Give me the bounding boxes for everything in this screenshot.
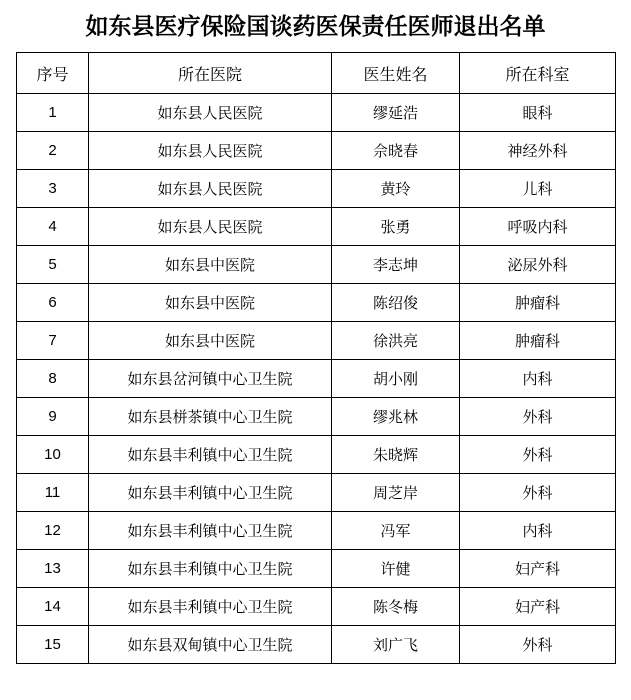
cell-department: 泌尿外科 [460, 246, 616, 284]
cell-index: 14 [17, 588, 89, 626]
cell-department: 内科 [460, 360, 616, 398]
column-header-doctor-name: 医生姓名 [332, 53, 460, 94]
cell-doctor-name: 陈冬梅 [332, 588, 460, 626]
table-header [17, 53, 616, 94]
cell-department: 儿科 [460, 170, 616, 208]
table-header-row [17, 53, 616, 94]
table-row [17, 132, 616, 170]
cell-department: 妇产科 [460, 550, 616, 588]
cell-department: 外科 [460, 398, 616, 436]
table-row [17, 246, 616, 284]
cell-index: 9 [17, 398, 89, 436]
table-row [17, 284, 616, 322]
table-row [17, 398, 616, 436]
cell-hospital: 如东县中医院 [89, 322, 332, 360]
cell-doctor-name: 许健 [332, 550, 460, 588]
table-row [17, 436, 616, 474]
cell-doctor-name: 徐洪亮 [332, 322, 460, 360]
cell-doctor-name: 李志坤 [332, 246, 460, 284]
cell-index: 7 [17, 322, 89, 360]
cell-department: 神经外科 [460, 132, 616, 170]
cell-doctor-name: 缪延浩 [332, 94, 460, 132]
cell-doctor-name: 刘广飞 [332, 626, 460, 664]
cell-doctor-name: 陈绍俊 [332, 284, 460, 322]
cell-hospital: 如东县中医院 [89, 246, 332, 284]
table-row [17, 170, 616, 208]
cell-index: 5 [17, 246, 89, 284]
cell-doctor-name: 朱晓辉 [332, 436, 460, 474]
cell-hospital: 如东县人民医院 [89, 132, 332, 170]
cell-index: 12 [17, 512, 89, 550]
cell-index: 13 [17, 550, 89, 588]
cell-index: 10 [17, 436, 89, 474]
page-title: 如东县医疗保险国谈药医保责任医师退出名单 [85, 14, 546, 39]
column-header-hospital: 所在医院 [89, 53, 332, 94]
table-container [0, 52, 631, 664]
cell-index: 3 [17, 170, 89, 208]
table-row [17, 626, 616, 664]
cell-index: 2 [17, 132, 89, 170]
cell-index: 15 [17, 626, 89, 664]
cell-department: 肿瘤科 [460, 284, 616, 322]
cell-doctor-name: 佘晓春 [332, 132, 460, 170]
cell-hospital: 如东县丰利镇中心卫生院 [89, 474, 332, 512]
cell-doctor-name: 张勇 [332, 208, 460, 246]
cell-department: 外科 [460, 626, 616, 664]
cell-doctor-name: 黄玲 [332, 170, 460, 208]
cell-doctor-name: 周芝岸 [332, 474, 460, 512]
cell-hospital: 如东县丰利镇中心卫生院 [89, 436, 332, 474]
cell-hospital: 如东县人民医院 [89, 208, 332, 246]
cell-doctor-name: 冯军 [332, 512, 460, 550]
cell-department: 呼吸内科 [460, 208, 616, 246]
cell-hospital: 如东县丰利镇中心卫生院 [89, 512, 332, 550]
table-row [17, 360, 616, 398]
table-row [17, 550, 616, 588]
cell-hospital: 如东县人民医院 [89, 170, 332, 208]
column-header-department: 所在科室 [460, 53, 616, 94]
cell-hospital: 如东县人民医院 [89, 94, 332, 132]
cell-hospital: 如东县栟茶镇中心卫生院 [89, 398, 332, 436]
table-row [17, 94, 616, 132]
cell-index: 11 [17, 474, 89, 512]
cell-hospital: 如东县岔河镇中心卫生院 [89, 360, 332, 398]
cell-department: 肿瘤科 [460, 322, 616, 360]
cell-department: 外科 [460, 474, 616, 512]
table-body [17, 94, 616, 664]
cell-index: 4 [17, 208, 89, 246]
cell-index: 6 [17, 284, 89, 322]
cell-department: 外科 [460, 436, 616, 474]
cell-index: 1 [17, 94, 89, 132]
doctor-exit-list-table [16, 52, 616, 664]
cell-hospital: 如东县丰利镇中心卫生院 [89, 550, 332, 588]
cell-department: 妇产科 [460, 588, 616, 626]
cell-hospital: 如东县双甸镇中心卫生院 [89, 626, 332, 664]
table-row [17, 474, 616, 512]
cell-index: 8 [17, 360, 89, 398]
cell-doctor-name: 胡小刚 [332, 360, 460, 398]
table-row [17, 208, 616, 246]
table-row [17, 322, 616, 360]
column-header-index: 序号 [17, 53, 89, 94]
table-row [17, 512, 616, 550]
table-row [17, 588, 616, 626]
cell-department: 眼科 [460, 94, 616, 132]
cell-department: 内科 [460, 512, 616, 550]
cell-hospital: 如东县丰利镇中心卫生院 [89, 588, 332, 626]
cell-hospital: 如东县中医院 [89, 284, 332, 322]
cell-doctor-name: 缪兆林 [332, 398, 460, 436]
